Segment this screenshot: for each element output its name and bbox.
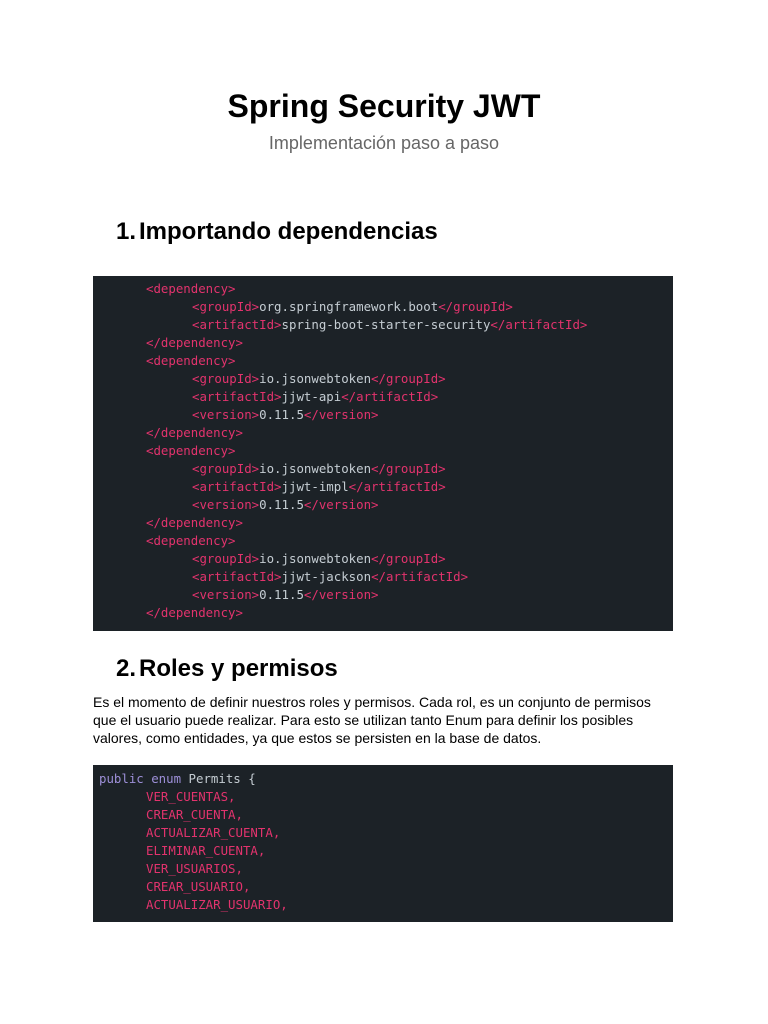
code-line	[99, 334, 673, 352]
section-heading-roles	[116, 654, 338, 684]
code-token: </dependency>	[146, 425, 243, 440]
code-token: <version>	[192, 497, 260, 512]
code-token: <dependency>	[146, 443, 236, 458]
code-token: ACTUALIZAR_USUARIO,	[146, 897, 288, 912]
code-token: <artifactId>	[192, 569, 282, 584]
code-line	[99, 316, 673, 334]
code-line	[99, 280, 673, 298]
code-block-dependencies	[93, 276, 673, 631]
section-paragraph: Es el momento de definir nuestros roles y permisos. Cada rol, es un conjunto de permisos que el usuario puede realizar. Para esto se utilizan tanto Enum para definir los posibles valores, como entidades, ya que estos se persisten en la base de datos.	[93, 694, 651, 746]
code-token: 0.11.5	[259, 587, 304, 602]
code-token: <artifactId>	[192, 317, 282, 332]
code-line	[99, 460, 673, 478]
code-token: </groupId>	[371, 371, 446, 386]
code-line	[99, 298, 673, 316]
code-token: org.springframework.boot	[259, 299, 439, 314]
code-token: </dependency>	[146, 515, 243, 530]
code-token: spring-boot-starter-security	[281, 317, 491, 332]
code-token: <groupId>	[192, 371, 260, 386]
document-subtitle: Implementación paso a paso	[268, 133, 500, 153]
code-token: </version>	[303, 407, 379, 422]
code-token: <version>	[192, 407, 260, 422]
code-token: ACTUALIZAR_CUENTA,	[146, 825, 281, 840]
section-heading-dependencias	[116, 217, 438, 247]
document-title: Spring Security JWT	[227, 88, 541, 124]
code-token: <groupId>	[192, 551, 260, 566]
code-token: </groupId>	[371, 551, 446, 566]
code-token: </version>	[303, 497, 379, 512]
code-line	[99, 496, 673, 514]
code-line	[99, 770, 673, 788]
code-token: </artifactId>	[371, 569, 469, 584]
code-token: VER_USUARIOS,	[146, 861, 243, 876]
code-token: Permits {	[188, 771, 256, 786]
section-number: 2.	[116, 655, 137, 682]
code-line	[99, 896, 673, 914]
code-token: jjwt-api	[281, 389, 342, 404]
code-token: <groupId>	[192, 299, 260, 314]
code-token: ELIMINAR_CUENTA,	[146, 843, 266, 858]
section-title: Importando dependencias	[139, 218, 438, 245]
code-token: <version>	[192, 587, 260, 602]
section-title: Roles y permisos	[139, 655, 338, 682]
code-line	[99, 842, 673, 860]
code-line	[99, 478, 673, 496]
code-token: <groupId>	[192, 461, 260, 476]
code-line	[99, 442, 673, 460]
code-line	[99, 352, 673, 370]
code-token: </groupId>	[438, 299, 513, 314]
code-token: jjwt-jackson	[281, 569, 372, 584]
code-line	[99, 806, 673, 824]
code-line	[99, 586, 673, 604]
code-token: </groupId>	[371, 461, 446, 476]
code-token: <artifactId>	[192, 389, 282, 404]
code-line	[99, 878, 673, 896]
code-line	[99, 568, 673, 586]
code-token: CREAR_CUENTA,	[146, 807, 243, 822]
code-token: </dependency>	[146, 335, 243, 350]
code-block-permits-enum	[93, 765, 673, 922]
code-line	[99, 424, 673, 442]
code-token: </version>	[303, 587, 379, 602]
code-line	[99, 514, 673, 532]
code-line	[99, 532, 673, 550]
code-token: jjwt-impl	[281, 479, 349, 494]
code-token: </artifactId>	[490, 317, 588, 332]
code-line	[99, 370, 673, 388]
code-line	[99, 406, 673, 424]
code-token: </artifactId>	[341, 389, 439, 404]
code-token: <dependency>	[146, 353, 236, 368]
code-line	[99, 824, 673, 842]
code-line	[99, 388, 673, 406]
code-token: VER_CUENTAS,	[146, 789, 236, 804]
code-token: 0.11.5	[259, 497, 304, 512]
code-token: <dependency>	[146, 533, 236, 548]
code-token: </artifactId>	[348, 479, 446, 494]
code-line	[99, 860, 673, 878]
code-line	[99, 604, 673, 622]
code-line	[99, 550, 673, 568]
code-token: <dependency>	[146, 281, 236, 296]
code-line	[99, 788, 673, 806]
code-token: <artifactId>	[192, 479, 282, 494]
code-token: io.jsonwebtoken	[259, 551, 372, 566]
code-token: 0.11.5	[259, 407, 304, 422]
code-token: io.jsonwebtoken	[259, 461, 372, 476]
code-token: io.jsonwebtoken	[259, 371, 372, 386]
code-token: </dependency>	[146, 605, 243, 620]
code-token: CREAR_USUARIO,	[146, 879, 251, 894]
section-number: 1.	[116, 218, 137, 245]
code-token: public enum	[99, 771, 189, 786]
